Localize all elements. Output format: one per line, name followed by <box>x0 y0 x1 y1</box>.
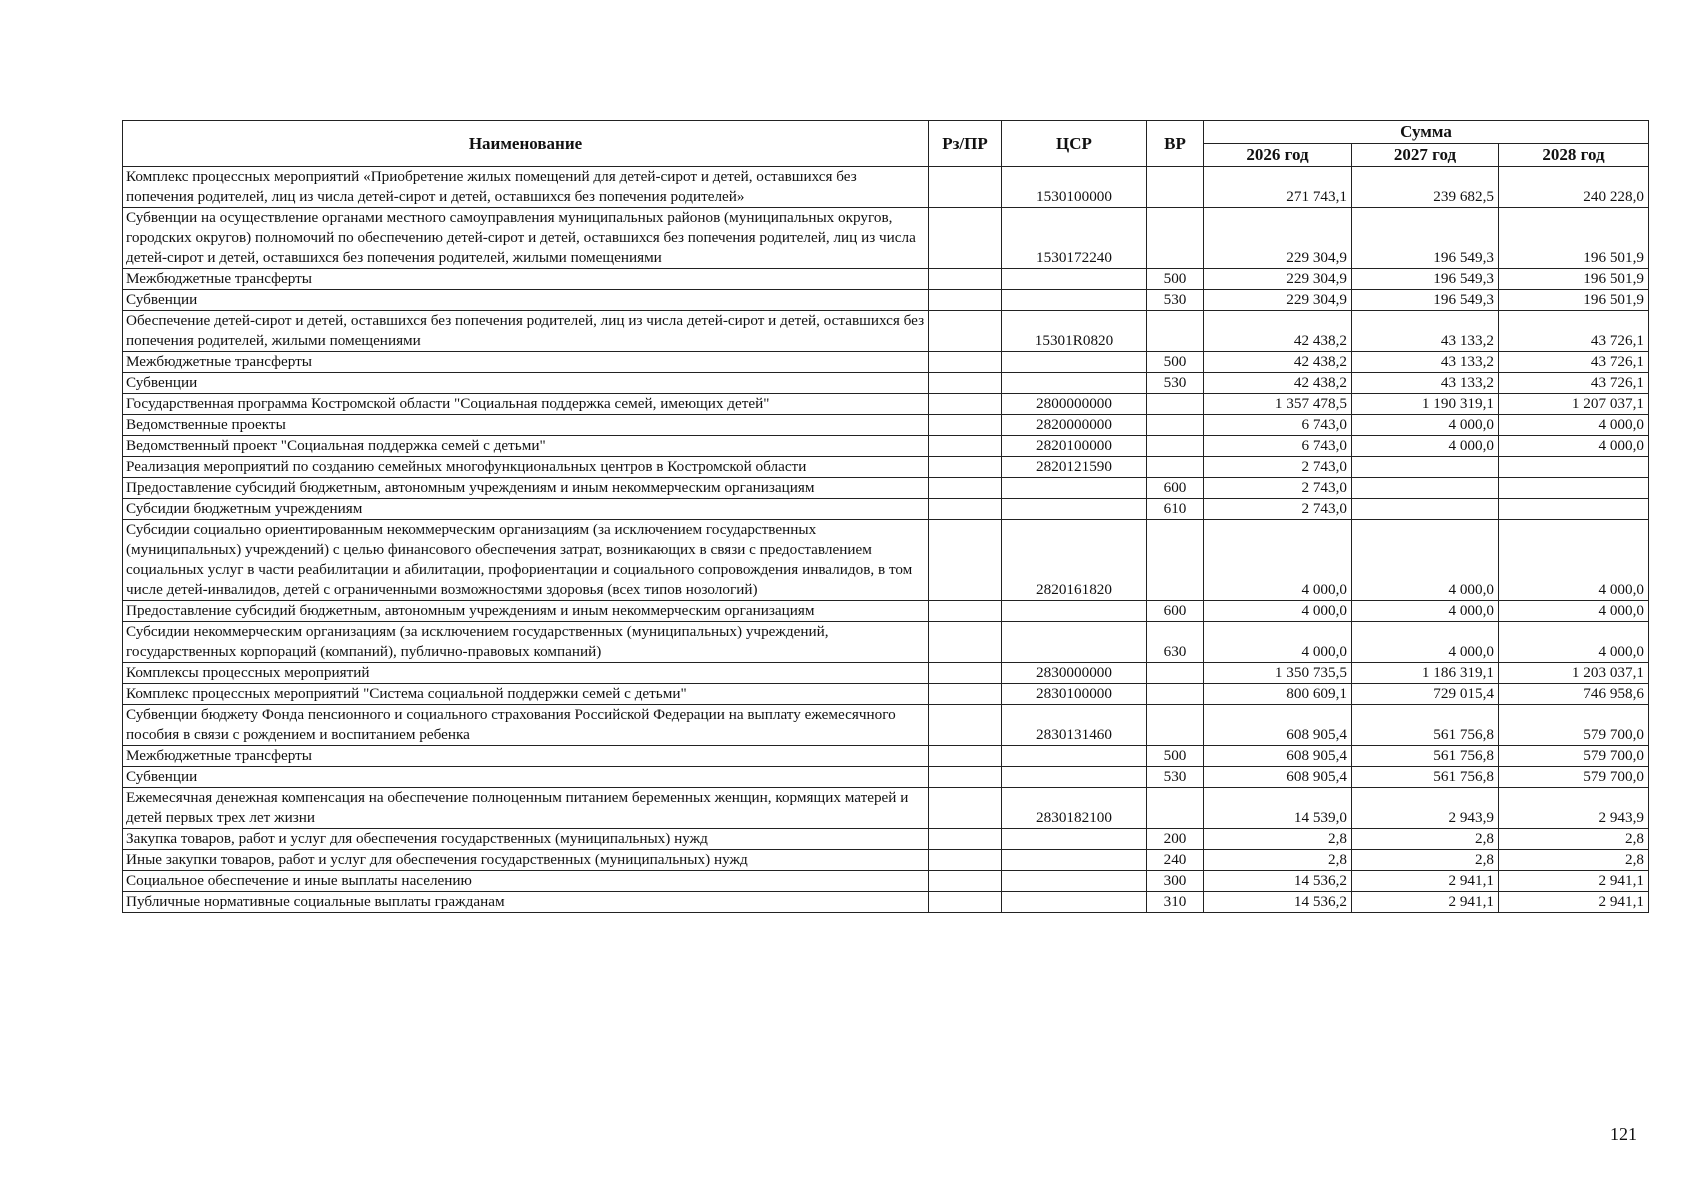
cell-sum-2027: 2 943,9 <box>1352 788 1499 829</box>
header-sum: Сумма <box>1204 121 1649 144</box>
cell-sum-2027: 729 015,4 <box>1352 684 1499 705</box>
table-row <box>123 746 1649 767</box>
cell-csr <box>1002 499 1147 520</box>
table-row <box>123 622 1649 663</box>
table-row <box>123 520 1649 601</box>
cell-sum-2026: 42 438,2 <box>1204 352 1352 373</box>
cell-name: Субсидии некоммерческим организациям (за исключением государственных (муниципальных) учреждений, государственных корпораций (компаний), публично-правовых компаний) <box>123 622 929 663</box>
cell-csr: 2820161820 <box>1002 520 1147 601</box>
cell-sum-2027: 196 549,3 <box>1352 269 1499 290</box>
cell-csr: 1530172240 <box>1002 208 1147 269</box>
cell-rz-pr <box>929 871 1002 892</box>
table-row <box>123 290 1649 311</box>
cell-sum-2028: 196 501,9 <box>1499 208 1649 269</box>
table-row <box>123 684 1649 705</box>
cell-name: Субсидии социально ориентированным некоммерческим организациям (за исключением государственных (муниципальных) учреждений) с целью финансового обеспечения затрат, возникающих в связи с предоставлением социальных услуг в части реабилитации и абилитации, профориентации и социального сопровождения инвалидов, в том числе детей-инвалидов, детей с ограниченными возможностями здоровья (всех типов нозологий) <box>123 520 929 601</box>
cell-csr: 2820121590 <box>1002 457 1147 478</box>
cell-vr <box>1147 788 1204 829</box>
cell-csr <box>1002 746 1147 767</box>
cell-sum-2028: 43 726,1 <box>1499 311 1649 352</box>
cell-csr <box>1002 829 1147 850</box>
header-vr: ВР <box>1147 121 1204 167</box>
cell-rz-pr <box>929 436 1002 457</box>
cell-rz-pr <box>929 892 1002 913</box>
table-row <box>123 871 1649 892</box>
cell-csr: 2820100000 <box>1002 436 1147 457</box>
cell-sum-2028: 4 000,0 <box>1499 520 1649 601</box>
cell-rz-pr <box>929 705 1002 746</box>
cell-vr: 300 <box>1147 871 1204 892</box>
cell-csr: 2820000000 <box>1002 415 1147 436</box>
cell-name: Комплекс процессных мероприятий «Приобретение жилых помещений для детей-сирот и детей, оставшихся без попечения родителей, лиц из числа детей-сирот и детей, оставшихся без попечения родителей» <box>123 167 929 208</box>
cell-sum-2026: 608 905,4 <box>1204 767 1352 788</box>
table-row <box>123 311 1649 352</box>
cell-sum-2028: 579 700,0 <box>1499 767 1649 788</box>
cell-name: Ведомственный проект "Социальная поддержка семей с детьми" <box>123 436 929 457</box>
cell-sum-2028: 4 000,0 <box>1499 415 1649 436</box>
cell-sum-2027: 2,8 <box>1352 829 1499 850</box>
cell-sum-2028: 2,8 <box>1499 850 1649 871</box>
cell-rz-pr <box>929 622 1002 663</box>
cell-rz-pr <box>929 208 1002 269</box>
cell-sum-2027: 561 756,8 <box>1352 767 1499 788</box>
cell-rz-pr <box>929 373 1002 394</box>
cell-sum-2026: 6 743,0 <box>1204 415 1352 436</box>
cell-name: Социальное обеспечение и иные выплаты населению <box>123 871 929 892</box>
table-row <box>123 415 1649 436</box>
cell-name: Субвенции <box>123 767 929 788</box>
cell-vr <box>1147 705 1204 746</box>
cell-sum-2027 <box>1352 457 1499 478</box>
cell-sum-2027: 43 133,2 <box>1352 352 1499 373</box>
cell-sum-2028: 2 941,1 <box>1499 871 1649 892</box>
cell-sum-2026: 14 539,0 <box>1204 788 1352 829</box>
cell-rz-pr <box>929 167 1002 208</box>
cell-name: Предоставление субсидий бюджетным, автономным учреждениям и иным некоммерческим организациям <box>123 601 929 622</box>
cell-rz-pr <box>929 478 1002 499</box>
cell-name: Ежемесячная денежная компенсация на обеспечение полноценным питанием беременных женщин, кормящих матерей и детей первых трех лет жизни <box>123 788 929 829</box>
cell-csr: 2830100000 <box>1002 684 1147 705</box>
cell-csr <box>1002 269 1147 290</box>
cell-name: Государственная программа Костромской области "Социальная поддержка семей, имеющих детей" <box>123 394 929 415</box>
table-row <box>123 208 1649 269</box>
cell-csr <box>1002 850 1147 871</box>
cell-csr: 15301R0820 <box>1002 311 1147 352</box>
cell-sum-2028: 746 958,6 <box>1499 684 1649 705</box>
header-year-2027: 2027 год <box>1352 144 1499 167</box>
cell-name: Субвенции <box>123 373 929 394</box>
table-row <box>123 601 1649 622</box>
cell-name: Межбюджетные трансферты <box>123 352 929 373</box>
cell-rz-pr <box>929 601 1002 622</box>
cell-sum-2028 <box>1499 478 1649 499</box>
cell-rz-pr <box>929 311 1002 352</box>
cell-sum-2028: 579 700,0 <box>1499 746 1649 767</box>
cell-vr <box>1147 663 1204 684</box>
cell-rz-pr <box>929 767 1002 788</box>
table-row <box>123 394 1649 415</box>
cell-vr <box>1147 520 1204 601</box>
cell-sum-2026: 42 438,2 <box>1204 311 1352 352</box>
cell-sum-2026: 229 304,9 <box>1204 290 1352 311</box>
cell-sum-2028: 1 207 037,1 <box>1499 394 1649 415</box>
cell-rz-pr <box>929 290 1002 311</box>
table-row <box>123 269 1649 290</box>
cell-sum-2026: 2 743,0 <box>1204 499 1352 520</box>
cell-name: Комплекс процессных мероприятий "Система социальной поддержки семей с детьми" <box>123 684 929 705</box>
table-row <box>123 478 1649 499</box>
cell-vr: 200 <box>1147 829 1204 850</box>
table-row <box>123 850 1649 871</box>
cell-rz-pr <box>929 850 1002 871</box>
cell-sum-2026: 2 743,0 <box>1204 457 1352 478</box>
table-row <box>123 436 1649 457</box>
header-csr: ЦСР <box>1002 121 1147 167</box>
table-row <box>123 663 1649 684</box>
cell-sum-2028: 1 203 037,1 <box>1499 663 1649 684</box>
cell-sum-2027: 196 549,3 <box>1352 290 1499 311</box>
cell-vr <box>1147 684 1204 705</box>
cell-sum-2026: 4 000,0 <box>1204 622 1352 663</box>
cell-sum-2028 <box>1499 457 1649 478</box>
cell-name: Иные закупки товаров, работ и услуг для обеспечения государственных (муниципальных) нужд <box>123 850 929 871</box>
cell-csr <box>1002 373 1147 394</box>
cell-rz-pr <box>929 520 1002 601</box>
cell-sum-2028: 4 000,0 <box>1499 601 1649 622</box>
cell-vr: 600 <box>1147 601 1204 622</box>
cell-sum-2028: 4 000,0 <box>1499 436 1649 457</box>
cell-sum-2026: 800 609,1 <box>1204 684 1352 705</box>
cell-sum-2027: 1 190 319,1 <box>1352 394 1499 415</box>
cell-sum-2026: 271 743,1 <box>1204 167 1352 208</box>
cell-sum-2028: 2 943,9 <box>1499 788 1649 829</box>
cell-vr <box>1147 311 1204 352</box>
cell-vr: 600 <box>1147 478 1204 499</box>
cell-csr <box>1002 601 1147 622</box>
header-year-2026: 2026 год <box>1204 144 1352 167</box>
cell-csr <box>1002 352 1147 373</box>
cell-csr <box>1002 892 1147 913</box>
cell-sum-2028: 43 726,1 <box>1499 373 1649 394</box>
cell-sum-2028: 43 726,1 <box>1499 352 1649 373</box>
cell-sum-2026: 6 743,0 <box>1204 436 1352 457</box>
cell-sum-2028 <box>1499 499 1649 520</box>
cell-sum-2027: 4 000,0 <box>1352 622 1499 663</box>
cell-vr: 240 <box>1147 850 1204 871</box>
cell-vr: 310 <box>1147 892 1204 913</box>
cell-rz-pr <box>929 663 1002 684</box>
cell-sum-2026: 1 350 735,5 <box>1204 663 1352 684</box>
table-row <box>123 352 1649 373</box>
cell-sum-2026: 229 304,9 <box>1204 269 1352 290</box>
cell-vr: 630 <box>1147 622 1204 663</box>
cell-sum-2027: 4 000,0 <box>1352 415 1499 436</box>
cell-rz-pr <box>929 457 1002 478</box>
cell-sum-2026: 608 905,4 <box>1204 746 1352 767</box>
cell-sum-2027: 196 549,3 <box>1352 208 1499 269</box>
table-body <box>123 167 1649 913</box>
cell-name: Межбюджетные трансферты <box>123 269 929 290</box>
table-row <box>123 373 1649 394</box>
cell-sum-2027: 1 186 319,1 <box>1352 663 1499 684</box>
table-row <box>123 892 1649 913</box>
table-row <box>123 499 1649 520</box>
cell-name: Субвенции <box>123 290 929 311</box>
cell-vr: 530 <box>1147 373 1204 394</box>
cell-csr: 2830000000 <box>1002 663 1147 684</box>
cell-sum-2028: 2 941,1 <box>1499 892 1649 913</box>
header-rz: Рз/ПР <box>929 121 1002 167</box>
cell-name: Публичные нормативные социальные выплаты гражданам <box>123 892 929 913</box>
cell-sum-2026: 42 438,2 <box>1204 373 1352 394</box>
cell-name: Межбюджетные трансферты <box>123 746 929 767</box>
cell-vr: 610 <box>1147 499 1204 520</box>
cell-sum-2027 <box>1352 478 1499 499</box>
table-row <box>123 167 1649 208</box>
cell-sum-2027: 4 000,0 <box>1352 436 1499 457</box>
cell-rz-pr <box>929 415 1002 436</box>
cell-sum-2027: 4 000,0 <box>1352 601 1499 622</box>
cell-sum-2026: 4 000,0 <box>1204 520 1352 601</box>
cell-csr <box>1002 478 1147 499</box>
cell-sum-2026: 229 304,9 <box>1204 208 1352 269</box>
cell-vr <box>1147 436 1204 457</box>
cell-sum-2027: 43 133,2 <box>1352 373 1499 394</box>
cell-csr: 2830182100 <box>1002 788 1147 829</box>
cell-csr: 2800000000 <box>1002 394 1147 415</box>
table-row <box>123 705 1649 746</box>
cell-sum-2026: 14 536,2 <box>1204 871 1352 892</box>
cell-vr <box>1147 208 1204 269</box>
table-row <box>123 829 1649 850</box>
cell-csr <box>1002 622 1147 663</box>
cell-rz-pr <box>929 352 1002 373</box>
cell-sum-2028: 196 501,9 <box>1499 269 1649 290</box>
cell-vr <box>1147 457 1204 478</box>
cell-csr <box>1002 871 1147 892</box>
cell-vr <box>1147 167 1204 208</box>
cell-sum-2027 <box>1352 499 1499 520</box>
cell-sum-2026: 608 905,4 <box>1204 705 1352 746</box>
table-row <box>123 788 1649 829</box>
cell-vr: 500 <box>1147 269 1204 290</box>
cell-sum-2027: 561 756,8 <box>1352 705 1499 746</box>
table-row <box>123 457 1649 478</box>
cell-vr <box>1147 415 1204 436</box>
cell-sum-2027: 43 133,2 <box>1352 311 1499 352</box>
cell-name: Реализация мероприятий по созданию семейных многофункциональных центров в Костромской области <box>123 457 929 478</box>
cell-rz-pr <box>929 394 1002 415</box>
cell-name: Обеспечение детей-сирот и детей, оставшихся без попечения родителей, лиц из числа детей-сирот и детей, оставшихся без попечения родителей, жилыми помещениями <box>123 311 929 352</box>
cell-sum-2026: 2,8 <box>1204 850 1352 871</box>
cell-sum-2028: 196 501,9 <box>1499 290 1649 311</box>
cell-rz-pr <box>929 684 1002 705</box>
cell-sum-2027: 2 941,1 <box>1352 892 1499 913</box>
cell-sum-2026: 4 000,0 <box>1204 601 1352 622</box>
cell-sum-2026: 1 357 478,5 <box>1204 394 1352 415</box>
cell-sum-2028: 2,8 <box>1499 829 1649 850</box>
cell-sum-2027: 2 941,1 <box>1352 871 1499 892</box>
cell-name: Ведомственные проекты <box>123 415 929 436</box>
cell-name: Закупка товаров, работ и услуг для обеспечения государственных (муниципальных) нужд <box>123 829 929 850</box>
cell-vr <box>1147 394 1204 415</box>
cell-name: Комплексы процессных мероприятий <box>123 663 929 684</box>
cell-vr: 500 <box>1147 352 1204 373</box>
cell-sum-2028: 240 228,0 <box>1499 167 1649 208</box>
cell-csr <box>1002 290 1147 311</box>
cell-vr: 500 <box>1147 746 1204 767</box>
header-row-top <box>123 121 1649 144</box>
cell-rz-pr <box>929 746 1002 767</box>
cell-rz-pr <box>929 788 1002 829</box>
cell-vr: 530 <box>1147 767 1204 788</box>
table-row <box>123 767 1649 788</box>
cell-sum-2027: 2,8 <box>1352 850 1499 871</box>
cell-sum-2027: 561 756,8 <box>1352 746 1499 767</box>
cell-rz-pr <box>929 499 1002 520</box>
cell-sum-2027: 239 682,5 <box>1352 167 1499 208</box>
cell-name: Предоставление субсидий бюджетным, автономным учреждениям и иным некоммерческим организациям <box>123 478 929 499</box>
cell-rz-pr <box>929 829 1002 850</box>
cell-sum-2028: 4 000,0 <box>1499 622 1649 663</box>
cell-sum-2026: 2,8 <box>1204 829 1352 850</box>
cell-sum-2026: 14 536,2 <box>1204 892 1352 913</box>
budget-table <box>122 120 1649 913</box>
cell-rz-pr <box>929 269 1002 290</box>
page-number: 121 <box>1610 1124 1637 1144</box>
cell-name: Субсидии бюджетным учреждениям <box>123 499 929 520</box>
cell-name: Субвенции бюджету Фонда пенсионного и социального страхования Российской Федерации на выплату ежемесячного пособия в связи с рождением и воспитанием ребенка <box>123 705 929 746</box>
cell-name: Субвенции на осуществление органами местного самоуправления муниципальных районов (муниципальных округов, городских округов) полномочий по обеспечению детей-сирот и детей, оставшихся без попечения родителей, лиц из числа детей-сирот и детей, оставшихся без попечения родителей, жилыми помещениями <box>123 208 929 269</box>
cell-csr: 2830131460 <box>1002 705 1147 746</box>
cell-sum-2027: 4 000,0 <box>1352 520 1499 601</box>
header-year-2028: 2028 год <box>1499 144 1649 167</box>
header-name: Наименование <box>123 121 929 167</box>
cell-csr <box>1002 767 1147 788</box>
cell-csr: 1530100000 <box>1002 167 1147 208</box>
cell-sum-2026: 2 743,0 <box>1204 478 1352 499</box>
cell-sum-2028: 579 700,0 <box>1499 705 1649 746</box>
cell-vr: 530 <box>1147 290 1204 311</box>
